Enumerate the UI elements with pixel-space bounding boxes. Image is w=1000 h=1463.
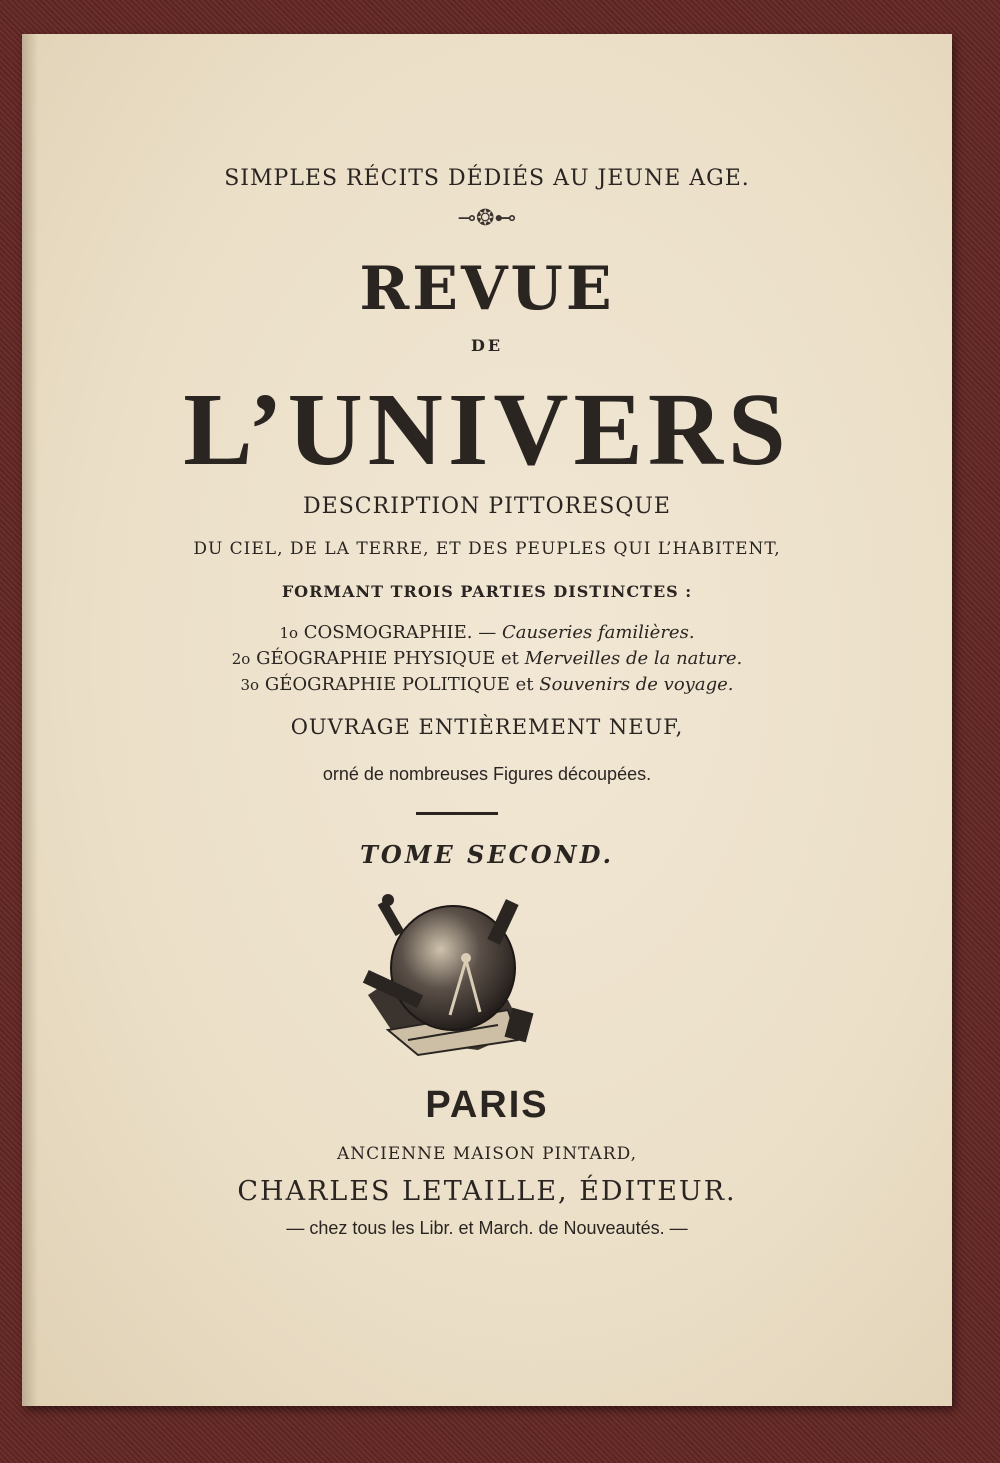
- part-subtitle: Merveilles de la nature.: [524, 648, 743, 669]
- dedication-line: SIMPLES RÉCITS DÉDIÉS AU JEUNE AGE.: [224, 166, 750, 191]
- editor-line: CHARLES LETAILLE, ÉDITEUR.: [237, 1176, 737, 1207]
- figures-line: orné de nombreuses Figures découpées.: [322, 764, 652, 784]
- part-number: 2o: [231, 650, 251, 668]
- ouvrage-line: OUVRAGE ENTIÈREMENT NEUF,: [290, 715, 684, 739]
- parts-list: [22, 620, 952, 698]
- ornament-divider: ⊸❂⊷: [457, 206, 517, 231]
- description-line: DESCRIPTION PITTORESQUE: [303, 494, 671, 519]
- title-univers: L’UNIVERS: [183, 372, 791, 487]
- city-name: PARIS: [425, 1084, 549, 1126]
- part-joiner: —: [472, 622, 502, 643]
- maison-line: ANCIENNE MAISON PINTARD,: [336, 1144, 638, 1164]
- part-item: [22, 620, 952, 646]
- part-name: GÉOGRAPHIE POLITIQUE: [264, 674, 510, 695]
- part-number: 3o: [240, 676, 260, 694]
- part-joiner: et: [509, 674, 540, 695]
- part-item: [22, 646, 952, 672]
- page-gutter-shadow: [22, 34, 38, 1406]
- horizontal-rule: [416, 812, 498, 815]
- booksellers-line: — chez tous les Libr. et March. de Nouveautés. —: [286, 1218, 688, 1238]
- part-number: 1o: [279, 624, 299, 642]
- part-name: COSMOGRAPHIE.: [303, 622, 473, 643]
- tome-label: TOME SECOND.: [360, 840, 614, 869]
- part-subtitle: Causeries familières.: [501, 622, 695, 643]
- formant-line: FORMANT TROIS PARTIES DISTINCTES :: [281, 582, 693, 601]
- title-revue: REVUE: [359, 254, 615, 324]
- title-page: [22, 34, 952, 1406]
- part-subtitle: Souvenirs de voyage.: [539, 674, 734, 695]
- subdescription-line: DU CIEL, DE LA TERRE, ET DES PEUPLES QUI L’HABITENT,: [193, 539, 781, 559]
- part-name: GÉOGRAPHIE PHYSIQUE: [256, 648, 496, 669]
- globe-emblem-icon: [358, 890, 538, 1066]
- part-item: [22, 672, 952, 698]
- part-joiner: et: [495, 648, 525, 669]
- title-de: DE: [470, 336, 504, 355]
